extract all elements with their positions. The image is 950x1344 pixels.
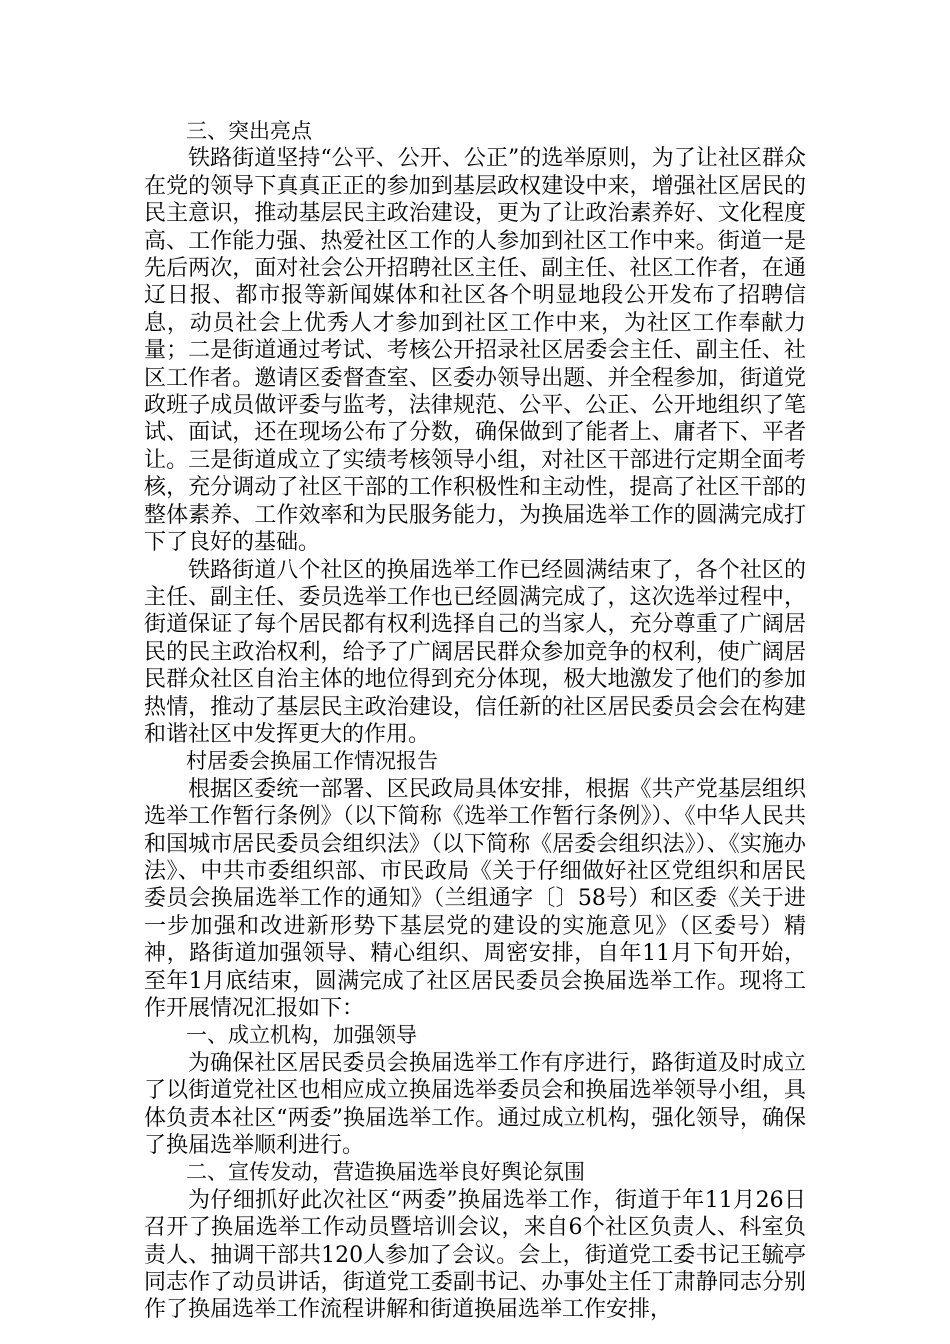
paragraph-organization: 为确保社区居民委员会换届选举工作有序进行，路街道及时成立了以街道党社区也相应成立换届选举委员会和换届选举领导小组，具体负责本社区“两委”换届选举工作。通过成立机构，强化领导，确保了换届选举顺利进行。 [144, 1050, 806, 1159]
paragraph-principles: 铁路街道坚持“公平、公开、公正”的选举原则，为了让社区群众在党的领导下真真正正的参加到基层政权建设中来，增强社区居民的民主意识，推动基层民主政治建设，更为了让政治素养好、文化程度高、工作能力强、热爱社区工作的人参加到社区工作中来。街道一是先后两次，面对社会公开招聘社区主任、副主任、社区工作者，在通辽日报、都市报等新闻媒体和社区各个明显地段公开发布了招聘信息，动员社会上优秀人才参加到社区工作中来，为社区工作奉献力量；二是街道通过考试、考核公开招录社区居委会主任、副主任、社区工作者。邀请区委督查室、区委办领导出题、并全程参加，街道党政班子成员做评委与监考，法律规范、公平、公正、公开地组织了笔试、面试，还在现场公布了分数，确保做到了能者上、庸者下、平者让。三是街道成立了实绩考核领导小组，对社区干部进行定期全面考核，充分调动了社区干部的工作积极性和主动性，提高了社区干部的整体素养、工作效率和为民服务能力，为换届选举工作的圆满完成打下了良好的基础。 [144, 146, 806, 556]
paragraph-basis: 根据区委统一部署、区民政局具体安排，根据《共产党基层组织选举工作暂行条例》（以下简称《选举工作暂行条例》）、《中华人民共和国城市居民委员会组织法》（以下简称《居委会组织法》）、《实施办法》、中共市委组织部、市民政局《关于仔细做好社区党组织和居民委员会换届选举工作的通知》（兰组通字〔〕58号）和区委《关于进一步加强和改进新形势下基层党的建设的实施意见》（区委号）精神，路街道加强领导、精心组织、周密安排，自年11月下旬开始，至年1月底结束，圆满完成了社区居民委员会换届选举工作。现将工作开展情况汇报如下： [144, 776, 806, 1021]
section-heading-highlights: 三、突出亮点 [186, 119, 312, 143]
paragraph-election-result: 铁路街道八个社区的换届选举工作已经圆满结束了，各个社区的主任、副主任、委员选举工作也已经圆满完成了，这次选举过程中，街道保证了每个居民都有权利选择自己的当家人，充分尊重了广阔居民的民主政治权利，给予了广阔居民群众参加竞争的权利，使广阔居民群众社区自治主体的地位得到充分体现，极大地激发了他们的参加热情，推动了基层民主政治建设，信任新的社区居民委员会会在构建和谐社区中发挥更大的作用。 [144, 557, 806, 747]
document-page [144, 118, 806, 1324]
paragraph-publicity: 为仔细抓好此次社区“两委”换届选举工作，街道于年11月26日召开了换届选举工作动员暨培训会议，来自6个社区负责人、科室负责人、抽调干部共120人参加了会议。会上，街道党工委书记王毓亭同志作了动员讲话，街道党工委副书记、办事处主任丁肃静同志分别作了换届选举工作流程讲解和街道换届选举工作安排， [144, 1187, 806, 1323]
section-heading-publicity: 二、宣传发动，营造换届选举良好舆论氛围 [186, 1160, 585, 1185]
section-heading-organization: 一、成立机构，加强领导 [186, 1023, 417, 1048]
report-title: 村居委会换届工作情况报告 [186, 749, 438, 774]
